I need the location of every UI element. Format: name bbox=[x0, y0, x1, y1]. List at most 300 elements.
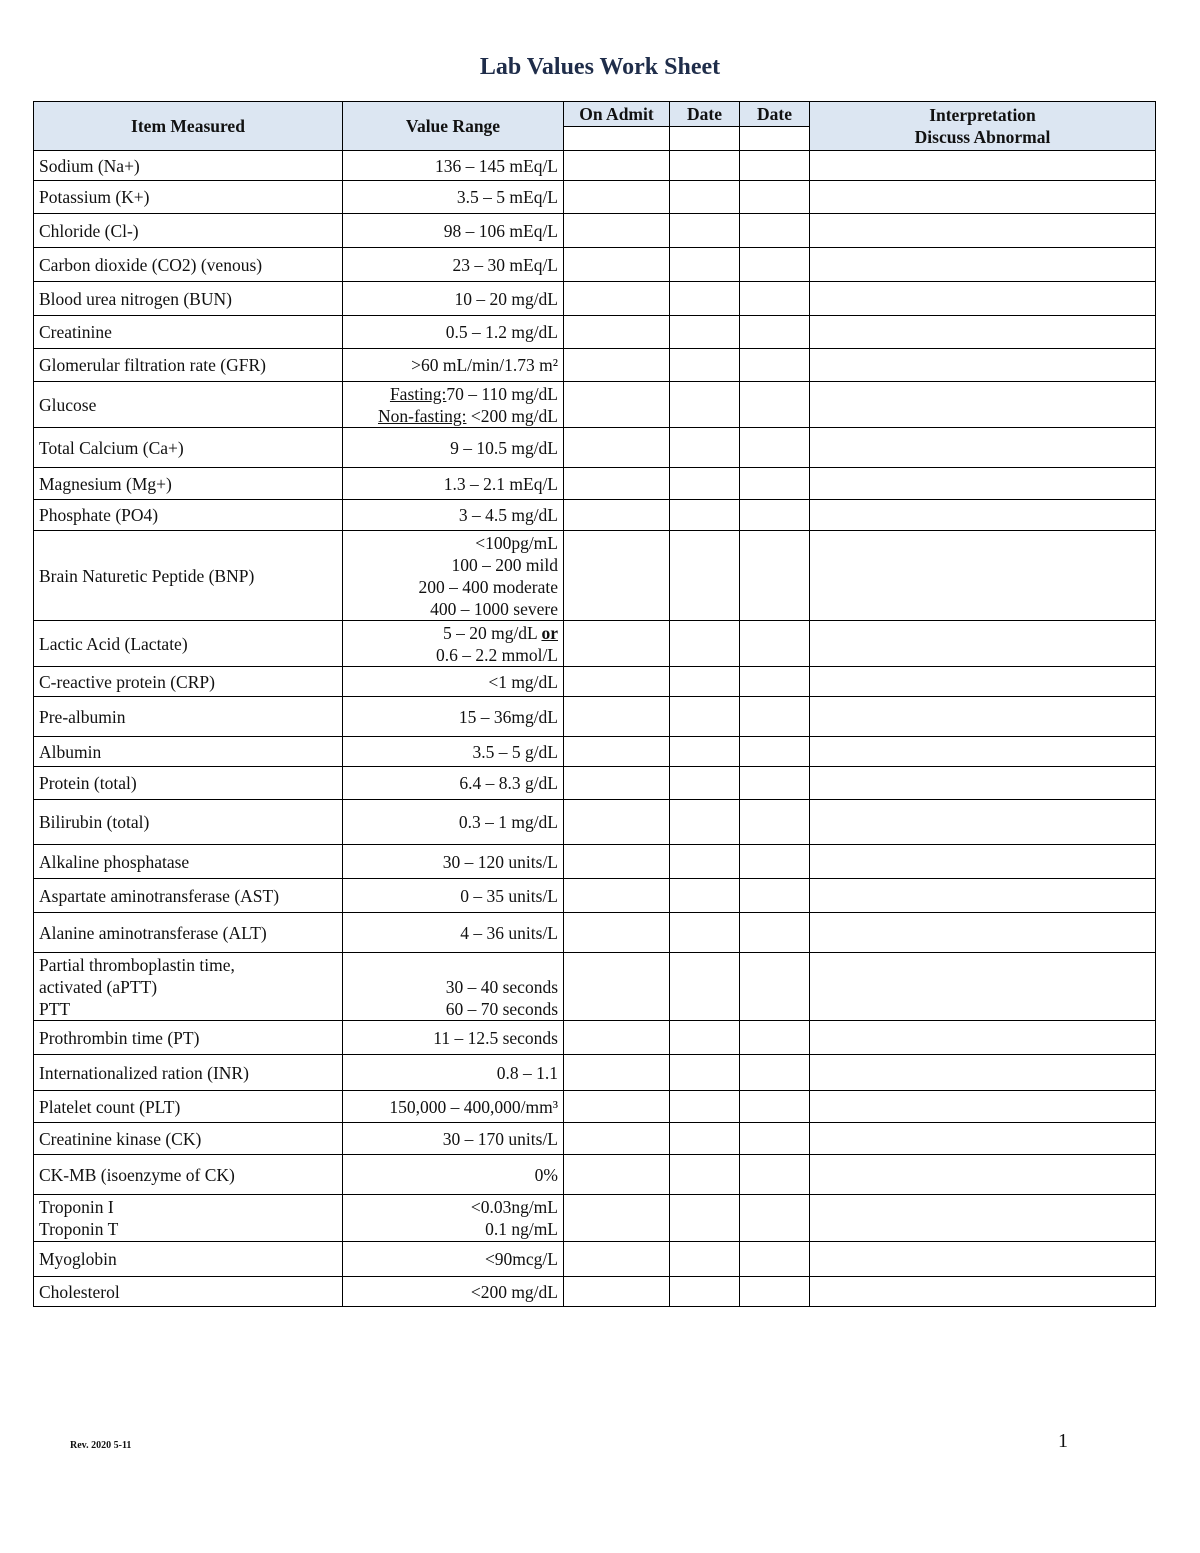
item-measured-text: C-reactive protein (CRP) bbox=[39, 671, 215, 692]
date-2-cell[interactable] bbox=[740, 800, 810, 845]
value-range-text: 11 – 12.5 seconds bbox=[433, 1027, 558, 1048]
date-1-cell[interactable] bbox=[670, 879, 740, 913]
date-2-cell[interactable] bbox=[740, 282, 810, 316]
date-1-cell[interactable] bbox=[670, 767, 740, 800]
value-range-cell bbox=[343, 382, 564, 428]
date-2-cell[interactable] bbox=[740, 428, 810, 468]
item-measured-text: Potassium (K+) bbox=[39, 187, 150, 207]
date-2-cell[interactable] bbox=[740, 767, 810, 800]
value-range-cell bbox=[343, 800, 564, 845]
value-range-cell bbox=[343, 214, 564, 248]
value-range-text: 9 – 10.5 mg/dL bbox=[450, 437, 558, 458]
item-measured-cell bbox=[34, 468, 343, 500]
date-1-cell[interactable] bbox=[670, 697, 740, 737]
on-admit-cell[interactable] bbox=[564, 214, 670, 248]
item-measured-cell bbox=[34, 282, 343, 316]
table-row bbox=[34, 316, 1156, 349]
value-range-text bbox=[348, 954, 558, 976]
table-row bbox=[34, 953, 1156, 1021]
value-range-text: 100 – 200 mild bbox=[451, 554, 558, 575]
value-range-text: 3.5 – 5 mEq/L bbox=[456, 187, 558, 207]
value-range-text: 0% bbox=[534, 1164, 558, 1185]
value-range-line bbox=[348, 405, 558, 427]
table-row bbox=[34, 531, 1156, 621]
date-2-cell[interactable] bbox=[740, 1021, 810, 1055]
item-measured-text: Platelet count (PLT) bbox=[39, 1096, 181, 1117]
value-range-text: 4 – 36 units/L bbox=[460, 922, 558, 943]
item-measured-text: Phosphate (PO4) bbox=[39, 505, 159, 525]
item-measured-text: Alkaline phosphatase bbox=[39, 851, 190, 872]
date-1-cell[interactable] bbox=[670, 531, 740, 621]
date-2-cell[interactable] bbox=[740, 953, 810, 1021]
interpretation-cell[interactable] bbox=[810, 1277, 1156, 1307]
on-admit-cell[interactable] bbox=[564, 913, 670, 953]
date-1-cell[interactable] bbox=[670, 349, 740, 382]
date-2-cell[interactable] bbox=[740, 382, 810, 428]
date-2-cell[interactable] bbox=[740, 1091, 810, 1123]
date-2-cell[interactable] bbox=[740, 913, 810, 953]
item-measured-cell bbox=[34, 1123, 343, 1155]
interpretation-cell[interactable] bbox=[810, 282, 1156, 316]
table-row bbox=[34, 151, 1156, 181]
item-measured-text: Aspartate aminotransferase (AST) bbox=[39, 885, 280, 906]
on-admit-cell[interactable] bbox=[564, 151, 670, 181]
interpretation-cell[interactable] bbox=[810, 1195, 1156, 1242]
interpretation-cell[interactable] bbox=[810, 800, 1156, 845]
table-row bbox=[34, 737, 1156, 767]
value-range-text: 30 – 170 units/L bbox=[442, 1128, 558, 1149]
value-range-text: 98 – 106 mEq/L bbox=[443, 220, 558, 241]
on-admit-cell[interactable] bbox=[564, 316, 670, 349]
on-admit-cell[interactable] bbox=[564, 767, 670, 800]
item-measured-cell bbox=[34, 1195, 343, 1242]
value-range-text: 3 – 4.5 mg/dL bbox=[458, 505, 558, 525]
header-interpretation bbox=[810, 102, 1156, 151]
interpretation-cell[interactable] bbox=[810, 1242, 1156, 1277]
interpretation-cell[interactable] bbox=[810, 737, 1156, 767]
on-admit-cell[interactable] bbox=[564, 667, 670, 697]
on-admit-cell[interactable] bbox=[564, 800, 670, 845]
value-range-cell bbox=[343, 913, 564, 953]
table-row bbox=[34, 1021, 1156, 1055]
item-measured-text: Troponin T bbox=[39, 1219, 119, 1239]
on-admit-cell[interactable] bbox=[564, 500, 670, 531]
value-range-cell bbox=[343, 1055, 564, 1091]
date-1-cell[interactable] bbox=[670, 845, 740, 879]
value-range-text: 30 – 40 seconds bbox=[445, 976, 558, 997]
interpretation-cell[interactable] bbox=[810, 151, 1156, 181]
value-range-text: <200 mg/dL bbox=[470, 1281, 558, 1302]
item-measured-cell bbox=[34, 1155, 343, 1195]
value-range-label: Fasting: bbox=[389, 383, 447, 404]
value-range-text: 200 – 400 moderate bbox=[418, 576, 558, 597]
on-admit-cell[interactable] bbox=[564, 879, 670, 913]
lab-rows bbox=[34, 151, 1156, 1307]
on-admit-cell[interactable] bbox=[564, 697, 670, 737]
item-measured-text: Creatinine kinase (CK) bbox=[39, 1128, 202, 1149]
header-date-2: Date bbox=[740, 102, 810, 127]
table-row bbox=[34, 214, 1156, 248]
date-2-cell[interactable] bbox=[740, 151, 810, 181]
item-measured-text: Creatinine bbox=[39, 322, 112, 342]
item-measured-cell bbox=[34, 531, 343, 621]
table-row bbox=[34, 845, 1156, 879]
value-range-cell bbox=[343, 737, 564, 767]
interpretation-cell[interactable] bbox=[810, 621, 1156, 667]
value-range-cell bbox=[343, 1242, 564, 1277]
date-1-cell[interactable] bbox=[670, 1155, 740, 1195]
date-1-cell[interactable] bbox=[670, 214, 740, 248]
header-date-1: Date bbox=[670, 102, 740, 127]
date-1-cell[interactable] bbox=[670, 151, 740, 181]
item-measured-cell bbox=[34, 737, 343, 767]
date-2-cell[interactable] bbox=[740, 248, 810, 282]
table-row bbox=[34, 1195, 1156, 1242]
value-range-text: 5 – 20 mg/dL bbox=[442, 622, 542, 643]
interpretation-cell[interactable] bbox=[810, 953, 1156, 1021]
on-admit-cell[interactable] bbox=[564, 531, 670, 621]
item-measured-text: Protein (total) bbox=[39, 773, 137, 793]
table-row bbox=[34, 1242, 1156, 1277]
value-range-cell bbox=[343, 151, 564, 181]
value-range-text: 0.3 – 1 mg/dL bbox=[458, 812, 558, 832]
value-range-cell bbox=[343, 845, 564, 879]
header-on-admit: On Admit bbox=[564, 102, 670, 127]
on-admit-cell[interactable] bbox=[564, 953, 670, 1021]
value-range-text: 15 – 36mg/dL bbox=[458, 706, 558, 727]
value-range-text: 70 – 110 mg/dL bbox=[446, 383, 558, 404]
item-measured-text: Blood urea nitrogen (BUN) bbox=[39, 288, 232, 309]
item-measured-text: Lactic Acid (Lactate) bbox=[39, 633, 188, 654]
date-1-cell[interactable] bbox=[670, 1277, 740, 1307]
interpretation-cell[interactable] bbox=[810, 181, 1156, 214]
value-range-text: 0.1 ng/mL bbox=[485, 1219, 558, 1239]
item-measured-text: CK-MB (isoenzyme of CK) bbox=[39, 1164, 235, 1185]
item-measured-text: Partial thromboplastin time, bbox=[39, 954, 235, 975]
item-measured-text: Myoglobin bbox=[39, 1249, 117, 1269]
date-2-cell[interactable] bbox=[740, 879, 810, 913]
table-row bbox=[34, 468, 1156, 500]
value-range-text: 136 – 145 mEq/L bbox=[435, 155, 558, 176]
interpretation-cell[interactable] bbox=[810, 1055, 1156, 1091]
item-measured-cell bbox=[34, 621, 343, 667]
item-measured-text: Glucose bbox=[39, 394, 97, 415]
interpretation-cell[interactable] bbox=[810, 1155, 1156, 1195]
on-admit-cell[interactable] bbox=[564, 737, 670, 767]
item-measured-cell bbox=[34, 1242, 343, 1277]
on-admit-cell[interactable] bbox=[564, 1155, 670, 1195]
page-number: 1 bbox=[1058, 1430, 1068, 1452]
item-measured-cell bbox=[34, 1091, 343, 1123]
item-measured-text: PTT bbox=[39, 998, 71, 1019]
table-row bbox=[34, 621, 1156, 667]
on-admit-cell[interactable] bbox=[564, 1021, 670, 1055]
value-range-text: <1 mg/dL bbox=[488, 671, 558, 692]
date-2-cell[interactable] bbox=[740, 1155, 810, 1195]
admit-date-input[interactable] bbox=[564, 126, 670, 151]
interpretation-cell[interactable] bbox=[810, 428, 1156, 468]
interpretation-cell[interactable] bbox=[810, 214, 1156, 248]
value-range-cell bbox=[343, 282, 564, 316]
value-range-cell bbox=[343, 248, 564, 282]
value-range-text: <90mcg/L bbox=[484, 1249, 558, 1269]
item-measured-cell bbox=[34, 214, 343, 248]
value-range-line bbox=[348, 383, 558, 405]
date-1-cell[interactable] bbox=[670, 1091, 740, 1123]
table-row bbox=[34, 282, 1156, 316]
item-measured-text: Bilirubin (total) bbox=[39, 812, 150, 832]
value-range-text: 3.5 – 5 g/dL bbox=[472, 741, 558, 762]
date-2-input[interactable] bbox=[740, 126, 810, 151]
item-measured-text: Total Calcium (Ca+) bbox=[39, 437, 184, 458]
item-measured-cell bbox=[34, 428, 343, 468]
revision-label: Rev. 2020 5-11 bbox=[70, 1440, 132, 1451]
date-1-cell[interactable] bbox=[670, 737, 740, 767]
date-2-cell[interactable] bbox=[740, 697, 810, 737]
date-1-cell[interactable] bbox=[670, 1242, 740, 1277]
value-range-text: 0.8 – 1.1 bbox=[496, 1062, 558, 1083]
interpretation-cell[interactable] bbox=[810, 667, 1156, 697]
value-range-cell bbox=[343, 531, 564, 621]
date-2-cell[interactable] bbox=[740, 621, 810, 667]
table-row bbox=[34, 697, 1156, 737]
on-admit-cell[interactable] bbox=[564, 621, 670, 667]
item-measured-text: Alanine aminotransferase (ALT) bbox=[39, 922, 267, 943]
value-range-cell bbox=[343, 1091, 564, 1123]
interpretation-cell[interactable] bbox=[810, 913, 1156, 953]
date-1-cell[interactable] bbox=[670, 181, 740, 214]
item-measured-text: Glomerular filtration rate (GFR) bbox=[39, 355, 266, 375]
item-measured-text: Prothrombin time (PT) bbox=[39, 1027, 200, 1048]
item-measured-text: Carbon dioxide (CO2) (venous) bbox=[39, 254, 263, 275]
item-measured-cell bbox=[34, 248, 343, 282]
interpretation-cell[interactable] bbox=[810, 697, 1156, 737]
interpretation-cell[interactable] bbox=[810, 500, 1156, 531]
table-row bbox=[34, 913, 1156, 953]
item-measured-cell bbox=[34, 349, 343, 382]
item-measured-cell bbox=[34, 879, 343, 913]
value-range-text: <0.03ng/mL bbox=[470, 1197, 558, 1217]
item-measured-text: Albumin bbox=[39, 741, 102, 762]
value-range-cell bbox=[343, 1277, 564, 1307]
header-interpretation-line2: Discuss Abnormal bbox=[914, 127, 1051, 147]
interpretation-cell[interactable] bbox=[810, 382, 1156, 428]
item-measured-cell bbox=[34, 697, 343, 737]
on-admit-cell[interactable] bbox=[564, 1123, 670, 1155]
value-range-cell bbox=[343, 349, 564, 382]
item-measured-cell bbox=[34, 953, 343, 1021]
item-measured-cell bbox=[34, 800, 343, 845]
item-measured-text: activated (aPTT) bbox=[39, 976, 158, 997]
date-1-cell[interactable] bbox=[670, 1123, 740, 1155]
item-measured-text: Cholesterol bbox=[39, 1281, 120, 1302]
on-admit-cell[interactable] bbox=[564, 1091, 670, 1123]
item-measured-text: Sodium (Na+) bbox=[39, 155, 140, 176]
table-row bbox=[34, 1091, 1156, 1123]
header-value-range: Value Range bbox=[343, 102, 564, 151]
interpretation-cell[interactable] bbox=[810, 845, 1156, 879]
date-2-cell[interactable] bbox=[740, 531, 810, 621]
item-measured-cell bbox=[34, 913, 343, 953]
value-range-text: 400 – 1000 severe bbox=[430, 598, 558, 619]
value-range-text: <100pg/mL bbox=[475, 532, 558, 553]
on-admit-cell[interactable] bbox=[564, 845, 670, 879]
table-row bbox=[34, 767, 1156, 800]
table-row bbox=[34, 800, 1156, 845]
header-item-measured: Item Measured bbox=[34, 102, 343, 151]
date-2-cell[interactable] bbox=[740, 468, 810, 500]
page-title: Lab Values Work Sheet bbox=[479, 54, 721, 80]
interpretation-cell[interactable] bbox=[810, 879, 1156, 913]
interpretation-cell[interactable] bbox=[810, 316, 1156, 349]
date-1-cell[interactable] bbox=[670, 500, 740, 531]
on-admit-cell[interactable] bbox=[564, 1277, 670, 1307]
item-measured-cell bbox=[34, 382, 343, 428]
value-range-cell bbox=[343, 468, 564, 500]
date-2-cell[interactable] bbox=[740, 1123, 810, 1155]
table-row bbox=[34, 1123, 1156, 1155]
date-2-cell[interactable] bbox=[740, 181, 810, 214]
table-row bbox=[34, 1055, 1156, 1091]
interpretation-cell[interactable] bbox=[810, 468, 1156, 500]
value-range-cell bbox=[343, 879, 564, 913]
table-row bbox=[34, 349, 1156, 382]
table-row bbox=[34, 248, 1156, 282]
interpretation-cell[interactable] bbox=[810, 1021, 1156, 1055]
value-range-line bbox=[348, 622, 558, 644]
item-measured-cell bbox=[34, 767, 343, 800]
on-admit-cell[interactable] bbox=[564, 248, 670, 282]
date-1-cell[interactable] bbox=[670, 800, 740, 845]
value-range-text: <200 mg/dL bbox=[466, 405, 558, 426]
date-1-cell[interactable] bbox=[670, 1055, 740, 1091]
on-admit-cell[interactable] bbox=[564, 1055, 670, 1091]
table-row bbox=[34, 1277, 1156, 1307]
table-row bbox=[34, 667, 1156, 697]
value-range-text: 30 – 120 units/L bbox=[442, 851, 558, 872]
value-range-cell bbox=[343, 1021, 564, 1055]
value-range-cell bbox=[343, 181, 564, 214]
value-range-connector: or bbox=[541, 622, 558, 643]
date-2-cell[interactable] bbox=[740, 349, 810, 382]
item-measured-cell bbox=[34, 181, 343, 214]
date-2-cell[interactable] bbox=[740, 500, 810, 531]
value-range-text: 10 – 20 mg/dL bbox=[454, 288, 558, 309]
item-measured-text: Brain Naturetic Peptide (BNP) bbox=[39, 565, 255, 586]
date-1-cell[interactable] bbox=[670, 953, 740, 1021]
date-2-cell[interactable] bbox=[740, 1242, 810, 1277]
interpretation-cell[interactable] bbox=[810, 531, 1156, 621]
date-1-cell[interactable] bbox=[670, 282, 740, 316]
on-admit-cell[interactable] bbox=[564, 282, 670, 316]
value-range-cell bbox=[343, 697, 564, 737]
date-1-cell[interactable] bbox=[670, 428, 740, 468]
date-2-cell[interactable] bbox=[740, 667, 810, 697]
value-range-cell bbox=[343, 316, 564, 349]
interpretation-cell[interactable] bbox=[810, 349, 1156, 382]
value-range-line bbox=[348, 644, 558, 666]
date-1-cell[interactable] bbox=[670, 621, 740, 667]
value-range-text: 150,000 – 400,000/mm³ bbox=[389, 1096, 558, 1117]
item-measured-text: Chloride (Cl-) bbox=[39, 220, 139, 241]
interpretation-cell[interactable] bbox=[810, 767, 1156, 800]
date-1-cell[interactable] bbox=[670, 1195, 740, 1242]
item-measured-cell bbox=[34, 845, 343, 879]
item-measured-text: Pre-albumin bbox=[39, 706, 126, 727]
table-row bbox=[34, 879, 1156, 913]
value-range-cell bbox=[343, 1155, 564, 1195]
date-2-cell[interactable] bbox=[740, 845, 810, 879]
date-1-cell[interactable] bbox=[670, 913, 740, 953]
value-range-text: 1.3 – 2.1 mEq/L bbox=[443, 473, 558, 494]
value-range-text: 60 – 70 seconds bbox=[445, 998, 558, 1019]
item-measured-cell bbox=[34, 667, 343, 697]
on-admit-cell[interactable] bbox=[564, 382, 670, 428]
item-measured-text: Magnesium (Mg+) bbox=[39, 473, 172, 494]
on-admit-cell[interactable] bbox=[564, 428, 670, 468]
header-interpretation-line1: Interpretation bbox=[929, 105, 1036, 125]
lab-values-table bbox=[33, 101, 1156, 1307]
interpretation-cell[interactable] bbox=[810, 1091, 1156, 1123]
date-1-cell[interactable] bbox=[670, 1021, 740, 1055]
value-range-cell bbox=[343, 1123, 564, 1155]
table-row bbox=[34, 382, 1156, 428]
value-range-cell bbox=[343, 767, 564, 800]
date-2-cell[interactable] bbox=[740, 737, 810, 767]
value-range-cell bbox=[343, 500, 564, 531]
item-measured-text: Troponin I bbox=[39, 1197, 114, 1217]
interpretation-cell[interactable] bbox=[810, 1123, 1156, 1155]
date-1-cell[interactable] bbox=[670, 382, 740, 428]
on-admit-cell[interactable] bbox=[564, 181, 670, 214]
table-row bbox=[34, 181, 1156, 214]
item-measured-text: Internationalized ration (INR) bbox=[39, 1062, 249, 1083]
date-1-cell[interactable] bbox=[670, 667, 740, 697]
value-range-cell bbox=[343, 621, 564, 667]
value-range-cell bbox=[343, 1195, 564, 1242]
on-admit-cell[interactable] bbox=[564, 1242, 670, 1277]
date-1-cell[interactable] bbox=[670, 468, 740, 500]
item-measured-cell bbox=[34, 316, 343, 349]
date-1-input[interactable] bbox=[670, 126, 740, 151]
value-range-text: 0 – 35 units/L bbox=[460, 885, 558, 906]
date-1-cell[interactable] bbox=[670, 316, 740, 349]
on-admit-cell[interactable] bbox=[564, 349, 670, 382]
on-admit-cell[interactable] bbox=[564, 468, 670, 500]
date-2-cell[interactable] bbox=[740, 316, 810, 349]
value-range-text: 23 – 30 mEq/L bbox=[452, 254, 558, 275]
item-measured-cell bbox=[34, 1277, 343, 1307]
value-range-text: 0.5 – 1.2 mg/dL bbox=[445, 322, 558, 342]
value-range-cell bbox=[343, 428, 564, 468]
value-range-text: 0.6 – 2.2 mmol/L bbox=[435, 644, 558, 665]
interpretation-cell[interactable] bbox=[810, 248, 1156, 282]
value-range-text: >60 mL/min/1.73 m² bbox=[411, 355, 558, 375]
item-measured-cell bbox=[34, 1055, 343, 1091]
date-2-cell[interactable] bbox=[740, 1277, 810, 1307]
table-row bbox=[34, 1155, 1156, 1195]
date-1-cell[interactable] bbox=[670, 248, 740, 282]
value-range-cell bbox=[343, 667, 564, 697]
date-2-cell[interactable] bbox=[740, 214, 810, 248]
value-range-cell bbox=[343, 953, 564, 1021]
date-2-cell[interactable] bbox=[740, 1055, 810, 1091]
item-measured-cell bbox=[34, 500, 343, 531]
on-admit-cell[interactable] bbox=[564, 1195, 670, 1242]
value-range-label: Non-fasting: bbox=[377, 405, 467, 426]
date-2-cell[interactable] bbox=[740, 1195, 810, 1242]
value-range-text: 6.4 – 8.3 g/dL bbox=[459, 773, 558, 793]
